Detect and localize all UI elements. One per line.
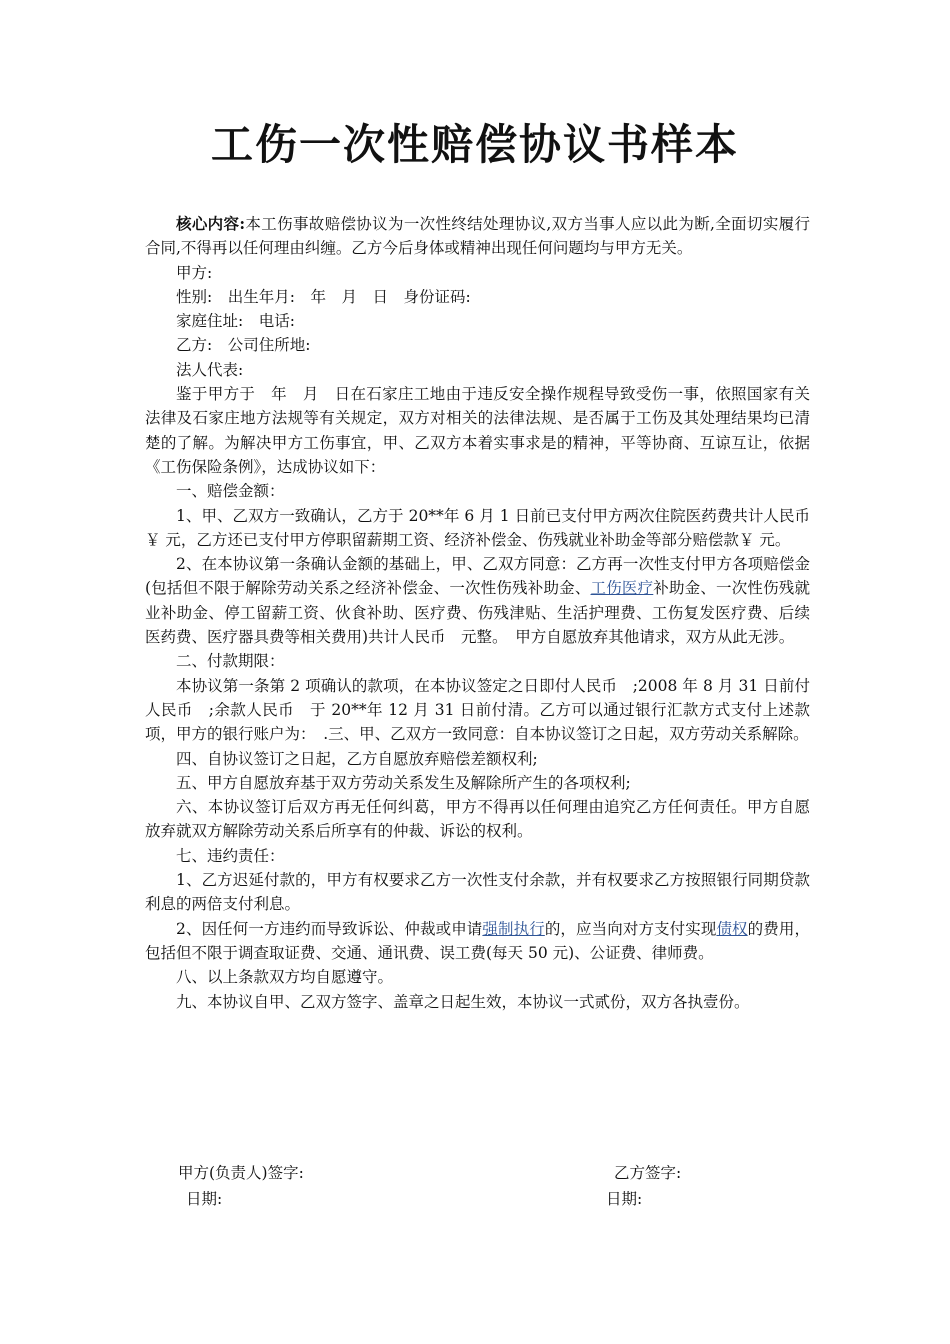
- section-8: 八、以上条款双方均自愿遵守。: [176, 968, 394, 987]
- section-1-heading: 一、赔偿金额：: [176, 482, 285, 501]
- section-2-heading: 二、付款期限：: [176, 652, 285, 671]
- section-1-item-2: [145, 552, 810, 649]
- document-body: [145, 212, 810, 1014]
- legal-rep-line: 法人代表:: [176, 360, 244, 379]
- party-b-signature-label: 乙方签字:: [614, 1164, 682, 1182]
- section-7-item-2-text-middle: 的，应当向对方支付实现: [544, 919, 717, 938]
- core-content-paragraph: [145, 212, 810, 261]
- party-a-line: 甲方:: [176, 263, 213, 282]
- section-7-item-2-text-after: 的费用，包括但不限于调查取证费、交通、通讯费、误工费(每天 50 元)、公证费、律师费。: [145, 919, 810, 962]
- section-6: 六、本协议签订后双方再无任何纠葛，甲方不得再以任何理由追究乙方任何责任。甲方自愿放弃就双方解除劳动关系后所享有的仲裁、诉讼的权利。: [145, 798, 810, 841]
- section-2-text: 本协议第一条第 2 项确认的款项，在本协议签定之日即付人民币 ;2008 年 8 月 31 日前付人民币 ;余款人民币 于 20**年 12 月 31 日前付清。乙方可以通过银行汇款方式支付上述款项，甲方的银行账户为： .三、甲、乙双方一致同意：自本协议签订之日起，双方劳动关系解除。: [145, 676, 810, 744]
- section-1-item-2-text-after: 补助金、一次性伤残就业补助金、停工留薪工资、伙食补助、医疗费、伤残津贴、生活护理费、工伤复发医疗费、后续医药费、医疗器具费等相关费用)共计人民币 元整。 甲方自愿放弃其他请求，双方从此无涉。: [145, 579, 810, 647]
- core-content-label: 核心内容:: [176, 214, 246, 233]
- section-7-item-1: 1、乙方迟延付款的，甲方有权要求乙方一次性支付余款，并有权要求乙方按照银行同期贷款利息的两倍支付利息。: [145, 871, 810, 914]
- enforcement-link[interactable]: 强制执行: [482, 919, 545, 938]
- party-a-signature-label: 甲方(负责人)签字:: [178, 1164, 304, 1182]
- section-5: 五、甲方自愿放弃基于双方劳动关系发生及解除所产生的各项权利;: [176, 773, 631, 792]
- creditor-right-link[interactable]: 债权: [716, 919, 748, 938]
- document-title: 工伤一次性赔偿协议书样本: [210, 120, 739, 169]
- core-content-text: 本工伤事故赔偿协议为一次性终结处理协议,双方当事人应以此为断,全面切实履行合同,不得再以任何理由纠缠。乙方今后身体或精神出现任何问题均与甲方无关。: [145, 215, 810, 258]
- section-1-item-2-text-before: 2、在本协议第一条确认金额的基础上，甲、乙双方同意：乙方再一次性支付甲方各项赔偿金(包括但不限于解除劳动关系之经济补偿金、一次性伤残补助金、: [145, 555, 810, 598]
- party-b-date-label: 日期:: [606, 1190, 643, 1208]
- personal-info-line: 性别: 出生年月: 年 月 日 身份证码:: [176, 287, 471, 306]
- section-7-item-2-text-before: 2、因任何一方违约而导致诉讼、仲裁或申请: [176, 919, 483, 938]
- party-a-date-label: 日期:: [186, 1190, 223, 1208]
- section-4: 四、自协议签订之日起，乙方自愿放弃赔偿差额权利;: [176, 749, 538, 768]
- section-9: 九、本协议自甲、乙双方签字、盖章之日起生效，本协议一式贰份，双方各执壹份。: [176, 992, 750, 1011]
- section-7-heading: 七、违约责任：: [176, 846, 285, 865]
- section-7-item-2: [145, 917, 810, 966]
- section-1-item-1: 1、甲、乙双方一致确认，乙方于 20**年 6 月 1 日前已支付甲方两次住院医药费共计人民币￥ 元，乙方还已支付甲方停职留薪期工资、经济补偿金、伤残就业补助金等部分赔偿款￥ 元。: [145, 506, 810, 549]
- preamble-paragraph: 鉴于甲方于 年 月 日在石家庄工地由于违反安全操作规程导致受伤一事，依照国家有关法律及石家庄地方法规等有关规定，双方对相关的法律法规、是否属于工伤及其处理结果均已清楚的了解。为解决甲方工伤事宜，甲、乙双方本着实事求是的精神，平等协商、互谅互让，依据《工伤保险条例》，达成协议如下：: [145, 385, 810, 476]
- party-b-line: 乙方: 公司住所地:: [176, 336, 311, 355]
- address-line: 家庭住址: 电话:: [176, 312, 295, 331]
- work-injury-medical-link[interactable]: 工伤医疗: [590, 579, 654, 598]
